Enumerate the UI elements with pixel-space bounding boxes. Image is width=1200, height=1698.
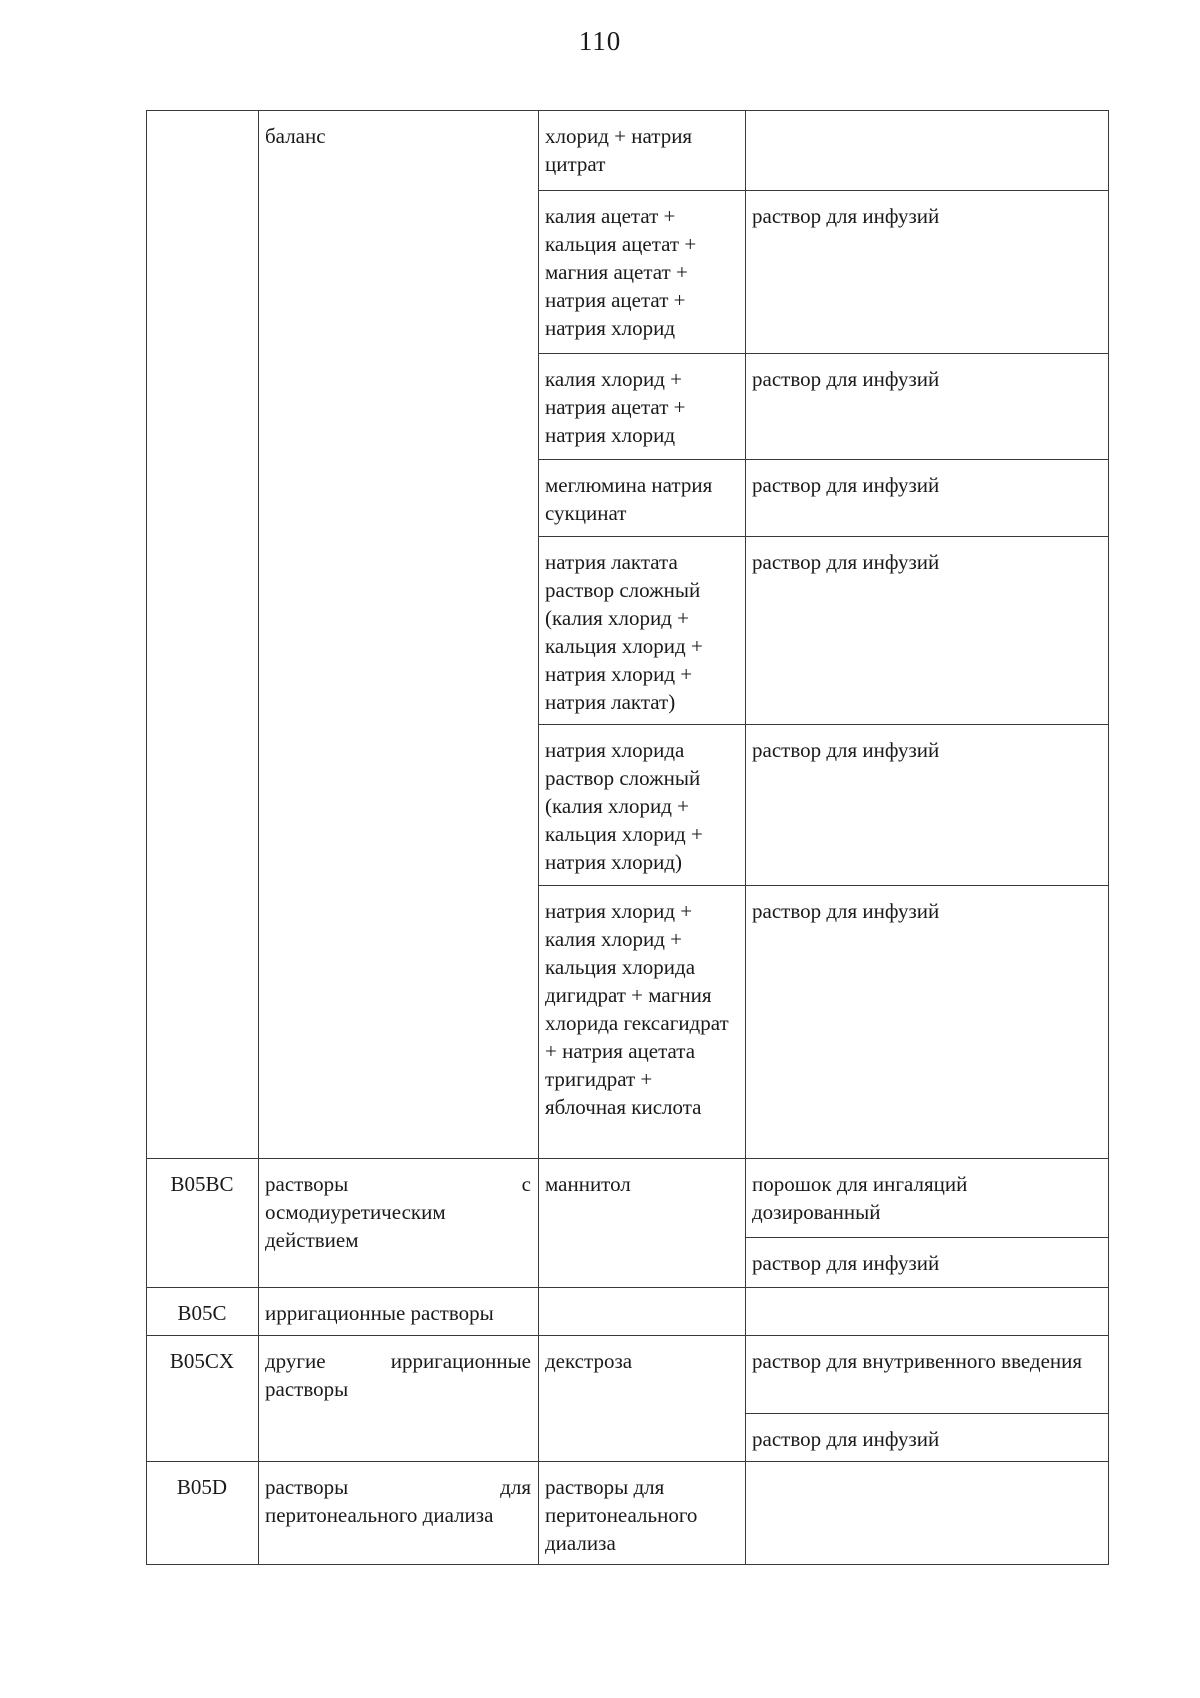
atc-code-cell: B05CX	[147, 1336, 259, 1462]
table-row	[147, 111, 1109, 191]
drug-name-cell: калия хлорид + натрия ацетат + натрия хлорид	[539, 354, 746, 460]
atc-code-cell: B05BC	[147, 1159, 259, 1288]
atc-code-cell	[147, 111, 259, 1159]
drug-table	[146, 110, 1109, 1565]
table-row	[147, 1462, 1109, 1565]
atc-code-cell: B05C	[147, 1288, 259, 1336]
drug-name-cell: декстроза	[539, 1336, 746, 1462]
dosage-form-cell: раствор для инфузий	[746, 191, 1109, 354]
drug-name-cell: хлорид + натрия цитрат	[539, 111, 746, 191]
table-row	[147, 1288, 1109, 1336]
group-name-cell: баланс	[259, 111, 539, 1159]
atc-code-cell: B05D	[147, 1462, 259, 1565]
table-body	[147, 111, 1109, 1565]
dosage-form-cell: раствор для инфузий	[746, 354, 1109, 460]
drug-name-cell: натрия лактата раствор сложный (калия хлорид + кальция хлорид + натрия хлорид + натрия лактат)	[539, 537, 746, 725]
table-row	[147, 1336, 1109, 1414]
dosage-form-cell	[746, 1462, 1109, 1565]
drug-name-cell: маннитол	[539, 1159, 746, 1288]
table-row	[147, 1159, 1109, 1238]
drug-name-cell	[539, 1288, 746, 1336]
group-name-cell: ирригационные растворы	[259, 1288, 539, 1336]
dosage-form-cell: раствор для инфузий	[746, 1414, 1109, 1462]
drug-name-cell: растворы для перитонеального диализа	[539, 1462, 746, 1565]
group-name-cell: растворы для перитонеального диализа	[259, 1462, 539, 1565]
group-name-cell: растворы с осмодиуретическим действием	[259, 1159, 539, 1288]
dosage-form-cell: раствор для инфузий	[746, 886, 1109, 1159]
dosage-form-cell: раствор для инфузий	[746, 1238, 1109, 1288]
group-name-cell: другие ирригационные растворы	[259, 1336, 539, 1462]
dosage-form-cell: порошок для ингаляций дозированный	[746, 1159, 1109, 1238]
dosage-form-cell: раствор для внутривенного введения	[746, 1336, 1109, 1414]
drug-name-cell: меглюмина натрия сукцинат	[539, 460, 746, 537]
dosage-form-cell: раствор для инфузий	[746, 537, 1109, 725]
dosage-form-cell: раствор для инфузий	[746, 460, 1109, 537]
drug-name-cell: натрия хлорида раствор сложный (калия хлорид + кальция хлорид + натрия хлорид)	[539, 725, 746, 886]
dosage-form-cell: раствор для инфузий	[746, 725, 1109, 886]
drug-name-cell: калия ацетат + кальция ацетат + магния ацетат + натрия ацетат + натрия хлорид	[539, 191, 746, 354]
page-number: 110	[578, 26, 622, 56]
dosage-form-cell	[746, 111, 1109, 191]
drug-name-cell: натрия хлорид + калия хлорид + кальция хлорида дигидрат + магния хлорида гексагидрат + натрия ацетата тригидрат + яблочная кислота	[539, 886, 746, 1159]
dosage-form-cell	[746, 1288, 1109, 1336]
